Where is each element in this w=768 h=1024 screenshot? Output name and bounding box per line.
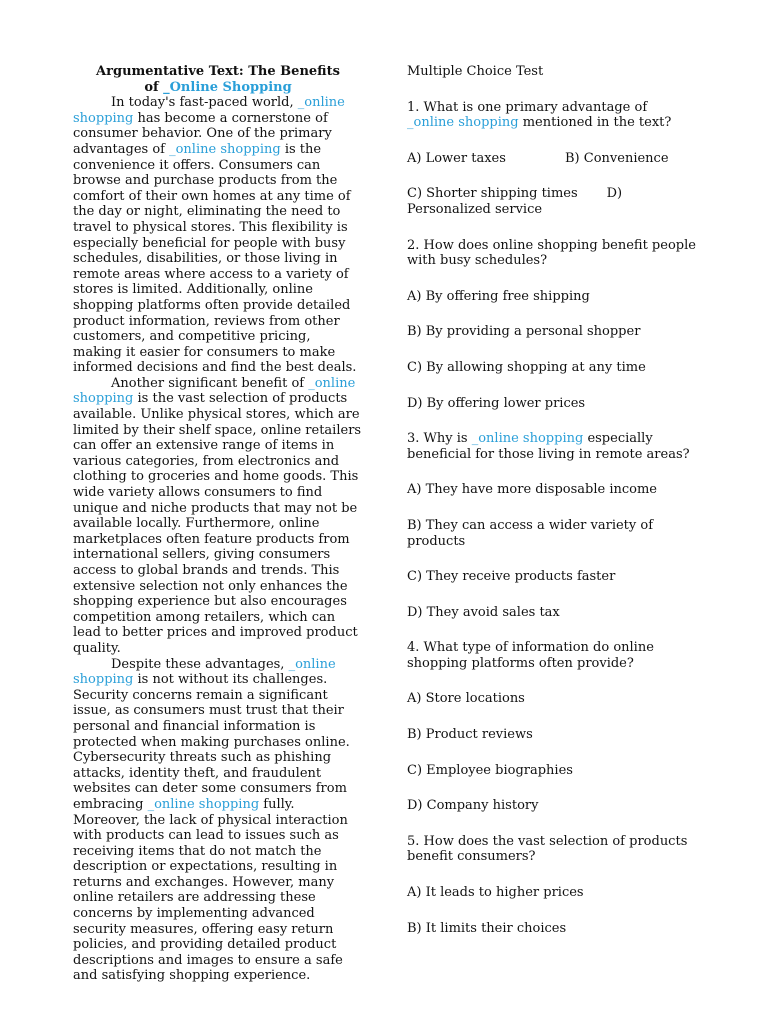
quiz-title: Multiple Choice Test [407,64,544,79]
option-d[interactable]: D) Company history [407,798,539,814]
text-run: is not without its challenges. Security concerns remain a significant issue, as consumers must trust that their personal and financial information is protected when making purchases online. Cybersecurity threats such as phishing attacks, identity theft, and fraudulent websites can deter some consumers from embracing [73,672,350,812]
text-run: especially beneficial for those living in remote areas? [407,431,690,462]
option-a[interactable]: A) Store locations [407,691,525,707]
highlight-term: _online shopping [471,431,584,447]
option-a[interactable]: A) It leads to higher prices [407,885,584,901]
highlight-term: _online shopping [407,115,519,131]
text-run: fully. Moreover, the lack of physical interaction with products can lead to issues such as receiving items that do not match the description or expectations, resulting in returns and exchanges. However, many online retailers are addressing these concerns by implementing advanced security measures, offering easy return policies, and providing detailed product descriptions and images to ensure a safe and satisfying shopping experience. [73,796,348,984]
article-title-of: of [144,79,164,95]
option-a[interactable]: A) They have more disposable income [407,482,657,498]
question-1 [407,100,697,131]
option-a[interactable]: A) Lower taxes [407,150,506,166]
option-c[interactable]: C) Employee biographies [407,762,573,778]
option-b[interactable]: B) It limits their choices [407,920,567,936]
question-3 [407,431,697,462]
text-run: is the convenience it offers. Consumers can browse and purchase products from the comfort of their own homes at any time of the day or night, eliminating the need to travel to physical stores. This flexibility is especially beneficial for people with busy schedules, disabilities, or those living in remote areas where access to a variety of stores is limited. Additionally, online shopping platforms often provide detailed product information, reviews from other customers, and competitive pricing, making it easier for consumers to make informed decisions and find the best deals. [73,141,357,376]
question-4: 4. What type of information do online shopping platforms often provide? [407,640,654,671]
option-b[interactable]: B) Product reviews [407,727,533,743]
quiz-column [407,64,697,956]
text-run: Despite these advantages, [111,656,289,672]
article-title [73,64,363,95]
article-column [73,64,363,984]
option-a[interactable]: A) By offering free shipping [407,288,590,304]
option-b[interactable]: B) Convenience [565,150,669,166]
text-run: 1. What is one primary advantage of [407,99,648,115]
highlight-term: _online shopping [169,141,281,157]
option-c[interactable]: C) By allowing shopping at any time [407,359,646,375]
question-1-options-ab [407,151,697,167]
option-b[interactable]: B) They can access a wider variety of products [407,517,654,549]
option-d[interactable]: D) They avoid sales tax [407,604,560,620]
option-d[interactable]: D) By offering lower prices [407,395,586,411]
text-run: Another significant benefit of [111,375,309,391]
highlight-term: _online shopping [73,375,356,407]
highlight-term: _online shopping [73,656,336,688]
option-c[interactable]: C) They receive products faster [407,569,616,585]
option-d[interactable]: D) Personalized service [407,186,623,217]
article-paragraph-1 [73,95,363,376]
text-run: In today's fast-paced world, [111,95,298,111]
article-title-highlight: _Online Shopping [163,79,292,95]
text-run: 3. Why is [407,431,472,447]
text-run: mentioned in the text? [518,115,672,131]
option-c[interactable]: C) Shorter shipping times [407,186,578,202]
text-run: has become a cornerstone of consumer behavior. One of the primary advantages of [73,110,332,157]
highlight-term: _online shopping [73,95,345,126]
option-b[interactable]: B) By providing a personal shopper [407,324,641,340]
article-title-line1: Argumentative Text: The Benefits [96,64,340,79]
highlight-term: _online shopping [147,796,260,812]
question-5: 5. How does the vast selection of products benefit consumers? [407,833,688,865]
article-paragraph-3 [73,657,363,984]
article-paragraph-2 [73,376,363,657]
question-2: 2. How does online shopping benefit people with busy schedules? [407,237,696,269]
text-run: is the vast selection of products available. Unlike physical stores, which are limited by their shelf space, online retailers can offer an extensive range of items in various categories, from electronics and clothing to groceries and home goods. This wide variety allows consumers to find unique and niche products that may not be available locally. Furthermore, online marketplaces often feature products from international sellers, giving consumers access to global brands and trends. This extensive selection not only enhances the shopping experience but also encourages competition among retailers, which can lead to better prices and improved product quality. [73,391,362,656]
question-1-options-cd [407,186,697,217]
